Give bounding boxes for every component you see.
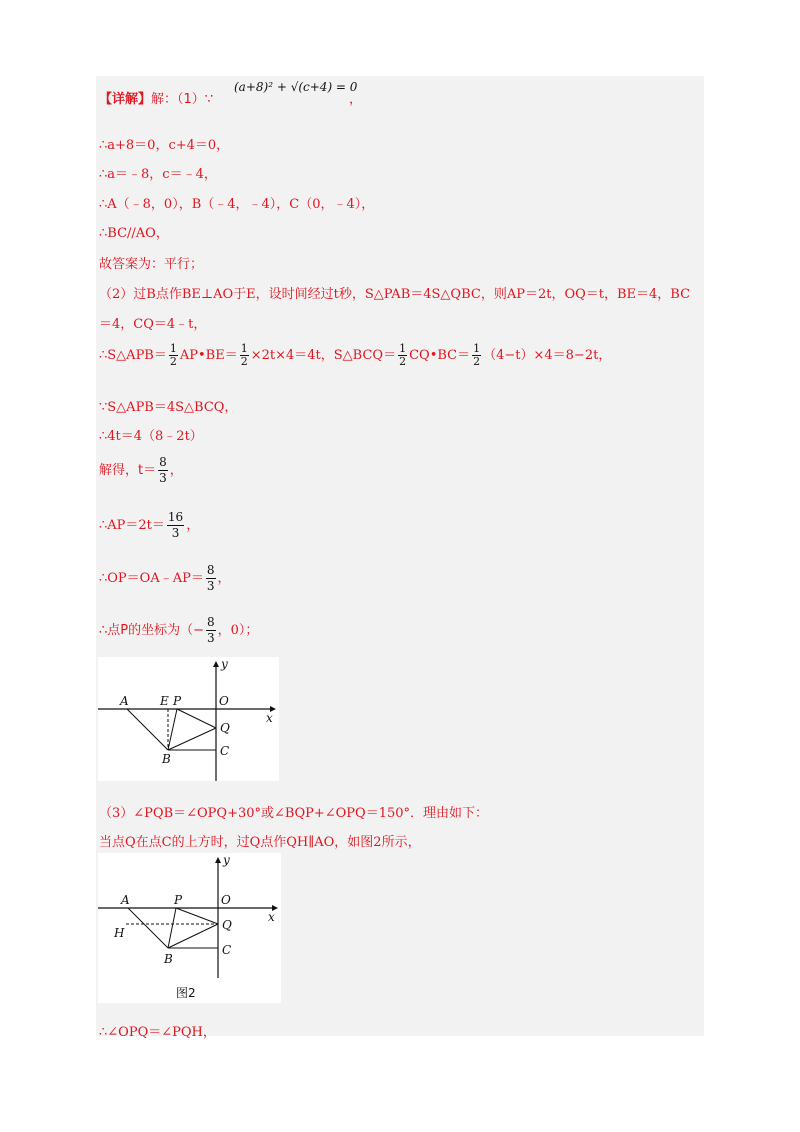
line-12-part-b: ， (169, 463, 183, 478)
y-axis-arrow (215, 857, 221, 863)
line-8: ＝4，CQ＝4﹣t， (99, 317, 207, 332)
fraction-numerator: 1 (399, 342, 407, 355)
label-e: E (160, 694, 169, 708)
label-y: y (223, 853, 230, 867)
detail-tag: 【详解】 (99, 92, 152, 107)
label-x: x (266, 711, 273, 725)
line-2: ∴a+8＝0，c+4＝0， (99, 138, 230, 153)
line-14-part-a: ∴OP＝OA﹣AP＝ (99, 571, 204, 586)
line-1-text: 解：（1）∵ (151, 92, 214, 107)
fraction-numerator: 8 (159, 455, 167, 469)
segment-bp (168, 908, 176, 948)
line-1 (99, 88, 213, 107)
fraction-denominator: 3 (207, 631, 215, 645)
line-12 (99, 455, 183, 486)
label-b: B (162, 752, 171, 766)
figure-2-diagram (98, 853, 281, 1003)
line-14 (99, 563, 231, 594)
line-9-part-c: ×2t×4＝4t，S△BCQ＝ (250, 348, 397, 363)
fraction-numerator: 8 (206, 563, 215, 577)
line-11: ∴4t＝4（8﹣2t） (99, 429, 203, 444)
fraction-denominator: 2 (473, 355, 481, 368)
label-q: Q (222, 918, 232, 932)
label-p: P (173, 694, 182, 708)
fraction-denominator: 2 (399, 355, 407, 368)
figure-2-caption: 图2 (176, 986, 196, 1000)
line-4: ∴A（﹣8，0），B（﹣4，﹣4），C（0，﹣4）， (99, 197, 375, 212)
segment-ab (127, 709, 168, 750)
line-9-part-a: ∴S△APB＝ (99, 348, 167, 363)
line-7: （2）过B点作BE⊥AO于E，设时间经过t秒，S△PAB＝4S△QBC，则AP＝2t，OQ＝t，BE＝4，BC (99, 287, 691, 302)
segment-pq (177, 709, 216, 728)
line-12-part-a: 解得，t＝ (99, 463, 157, 478)
label-p: P (174, 893, 183, 907)
line-16: （3）∠PQB＝∠OPQ+30°或∠BQP+∠OPQ＝150°．理由如下： (99, 806, 489, 821)
fraction-denominator: 2 (240, 355, 248, 368)
line-14-part-b: ， (217, 571, 231, 586)
line-3: ∴a＝﹣8，c＝﹣4， (99, 167, 217, 182)
line-9-part-d: CQ•BC＝ (409, 348, 471, 363)
label-c: C (220, 744, 230, 758)
half-fraction (472, 343, 481, 368)
line-1-end: ， (349, 92, 363, 107)
label-c: C (222, 943, 232, 957)
line-10: ∵S△APB＝4S△BCQ， (99, 400, 238, 415)
half-fraction (169, 343, 178, 368)
line-9 (99, 343, 611, 368)
line-9-part-e: （4−t）×4＝8−2t， (483, 348, 612, 363)
figure-1-diagram (98, 657, 279, 781)
label-o: O (219, 694, 229, 708)
p-coordinate-fraction (206, 615, 216, 646)
fraction-numerator: 8 (207, 615, 215, 629)
line-18: ∴∠OPQ＝∠PQH， (99, 1025, 216, 1040)
label-a: A (121, 893, 130, 907)
segment-ab (128, 908, 168, 948)
line-5: ∴BC//AO， (99, 226, 169, 241)
line-15-part-a: ∴点P的坐标为（− (99, 623, 205, 638)
fraction-denominator: 3 (171, 526, 180, 540)
line-13-part-b: ， (186, 518, 200, 533)
line-15 (99, 615, 258, 646)
label-o: O (221, 893, 231, 907)
line-17: 当点Q在点C的上方时，过Q点作QH∥AO，如图2所示， (99, 835, 421, 850)
line-13-part-a: ∴AP＝2t＝ (99, 518, 165, 533)
half-fraction (240, 343, 249, 368)
t-fraction (158, 455, 168, 486)
segment-pq (176, 908, 218, 924)
fraction-numerator: 16 (167, 510, 184, 524)
label-a: A (120, 694, 129, 708)
fraction-numerator: 1 (169, 342, 177, 355)
fraction-denominator: 2 (169, 355, 177, 368)
label-h: H (114, 926, 125, 940)
label-b: B (164, 952, 173, 966)
ap-fraction (167, 510, 184, 541)
fraction-denominator: 3 (206, 579, 215, 593)
equation-1: (a+8)² + √(c+4) = 0 (234, 80, 358, 94)
fraction-denominator: 3 (159, 471, 167, 485)
fraction-numerator: 1 (240, 342, 248, 355)
fraction-numerator: 1 (473, 342, 481, 355)
segment-bq (168, 728, 216, 750)
line-15-part-b: ，0）； (217, 623, 259, 638)
figure-1 (98, 657, 279, 781)
line-6: 故答案为：平行； (99, 257, 204, 272)
label-x: x (268, 910, 275, 924)
segment-bp (168, 709, 177, 750)
label-q: Q (220, 721, 230, 735)
line-9-part-b: AP•BE＝ (179, 348, 238, 363)
figure-2 (98, 853, 281, 1003)
half-fraction (398, 343, 407, 368)
label-y: y (221, 657, 228, 671)
op-fraction (206, 563, 216, 594)
line-13 (99, 510, 199, 541)
y-axis-arrow (213, 661, 219, 667)
segment-bq (168, 924, 218, 948)
